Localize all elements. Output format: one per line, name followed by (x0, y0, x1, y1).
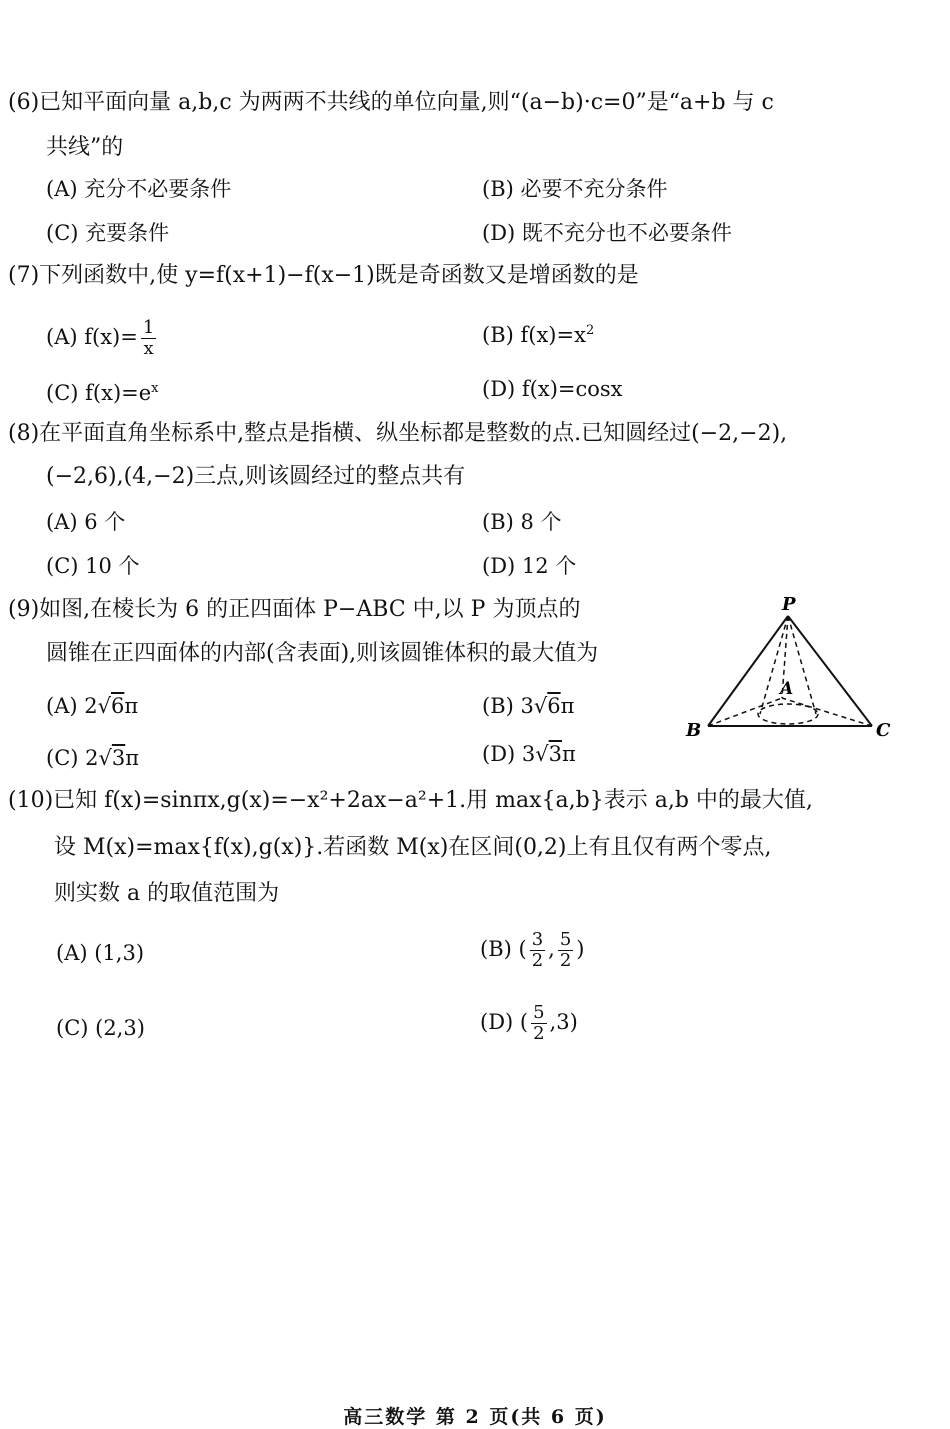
q9-stem-line2: 圆锥在正四面体的内部(含表面),则该圆锥体积的最大值为 (46, 641, 599, 666)
q7-option-b-prefix: (B) f(x)=x (482, 323, 586, 347)
q10-option-d (480, 1003, 578, 1044)
q9-stem-line1: (9)如图,在棱长为 6 的正四面体 P−ABC 中,以 P 为顶点的 (8, 597, 581, 622)
q9-option-a-prefix: (A) 2√ (46, 694, 111, 718)
label-p: P (782, 594, 796, 615)
q9-option-d-suffix: π (562, 742, 576, 766)
q10-option-b-den1: 2 (531, 950, 544, 971)
q9-option-a-radicand: 6 (110, 694, 125, 718)
q10-option-d-den: 2 (533, 1023, 545, 1044)
q6-stem-line2: 共线”的 (46, 135, 124, 160)
q10-option-d-suffix: ,3) (549, 1010, 578, 1034)
q7-option-a-fraction (141, 318, 156, 359)
q6-option-a: (A) 充分不必要条件 (46, 177, 232, 201)
q10-option-d-prefix: (D) ( (480, 1010, 529, 1034)
edge-pc (788, 616, 872, 726)
q7-stem: (7)下列函数中,使 y=f(x+1)−f(x−1)既是奇函数又是增函数的是 (8, 263, 639, 288)
q9-option-b-suffix: π (560, 694, 575, 718)
q10-stem-line3: 则实数 a 的取值范围为 (54, 881, 280, 906)
q7-option-a-denominator: x (143, 338, 154, 359)
edge-ca (782, 698, 872, 726)
q6-option-d: (D) 既不充分也不必要条件 (482, 221, 732, 245)
edge-pb (708, 616, 788, 726)
q9-option-d-prefix: (D) 3√ (482, 742, 549, 766)
q9-option-d (482, 741, 576, 767)
q8-option-a: (A) 6 个 (46, 510, 126, 534)
q9-option-b (482, 693, 574, 719)
q7-option-c-exponent: x (151, 381, 159, 396)
q9-option-a (46, 693, 138, 719)
label-c: C (876, 720, 891, 741)
q9-option-b-prefix: (B) 3√ (482, 694, 548, 718)
q10-option-b-prefix: (B) ( (480, 937, 527, 961)
q9-option-c-suffix: π (125, 746, 140, 770)
q10-stem-line2: 设 M(x)=max{f(x),g(x)}.若函数 M(x)在区间(0,2)上有且仅有两个零点, (54, 835, 772, 860)
q7-option-c-prefix: (C) f(x)=e (46, 381, 152, 405)
cone-generator-right (788, 616, 816, 714)
q10-option-c: (C) (2,3) (56, 1016, 145, 1040)
q10-option-b-num1: 3 (531, 929, 544, 950)
q8-stem-line2: (−2,6),(4,−2)三点,则该圆经过的整点共有 (46, 464, 466, 489)
q7-option-b (482, 318, 594, 348)
q10-option-b-num2: 5 (559, 929, 572, 950)
tetrahedron-figure (680, 588, 900, 748)
q10-option-a: (A) (1,3) (56, 941, 145, 965)
q7-option-a-prefix: (A) f(x)= (46, 325, 138, 349)
q8-option-b: (B) 8 个 (482, 510, 562, 534)
q7-option-a-numerator: 1 (142, 317, 155, 338)
q9-option-a-suffix: π (124, 694, 139, 718)
q9-option-b-radicand: 6 (547, 694, 561, 718)
q7-option-c (46, 376, 159, 406)
q9-option-d-radicand: 3 (548, 742, 563, 766)
q10-stem-line1: (10)已知 f(x)=sinπx,g(x)=−x²+2ax−a²+1.用 max{a,b}表示 a,b 中的最大值, (8, 788, 813, 813)
q9-option-c-prefix: (C) 2√ (46, 746, 112, 770)
q8-stem-line1: (8)在平面直角坐标系中,整点是指横、纵坐标都是整数的点.已知圆经过(−2,−2), (8, 421, 788, 446)
label-a: A (780, 679, 794, 699)
q6-option-b: (B) 必要不充分条件 (482, 177, 668, 201)
q7-option-b-exponent: 2 (585, 323, 595, 338)
q10-option-b (480, 930, 584, 971)
q10-option-b-comma: , (548, 937, 555, 961)
q8-option-d: (D) 12 个 (482, 554, 577, 578)
q7-option-a (46, 318, 159, 359)
q6-stem-line1: (6)已知平面向量 a,b,c 为两两不共线的单位向量,则“(a−b)·c=0”是“a+b 与 c (8, 90, 774, 115)
cone-base (758, 704, 818, 724)
q8-option-c: (C) 10 个 (46, 554, 140, 578)
q9-option-c (46, 745, 139, 771)
q10-option-b-suffix: ) (576, 937, 585, 961)
label-b: B (686, 720, 702, 741)
q7-option-d: (D) f(x)=cosx (482, 377, 623, 401)
q10-option-d-fraction (531, 1003, 546, 1044)
q9-option-c-radicand: 3 (111, 746, 126, 770)
page-footer: 高三数学 第 2 页(共 6 页) (343, 1406, 607, 1428)
q10-option-b-den2: 2 (559, 950, 572, 971)
q6-option-c: (C) 充要条件 (46, 221, 170, 245)
q10-option-d-num: 5 (533, 1002, 545, 1023)
q10-option-b-fraction1 (530, 930, 545, 971)
q10-option-b-fraction2 (558, 930, 573, 971)
